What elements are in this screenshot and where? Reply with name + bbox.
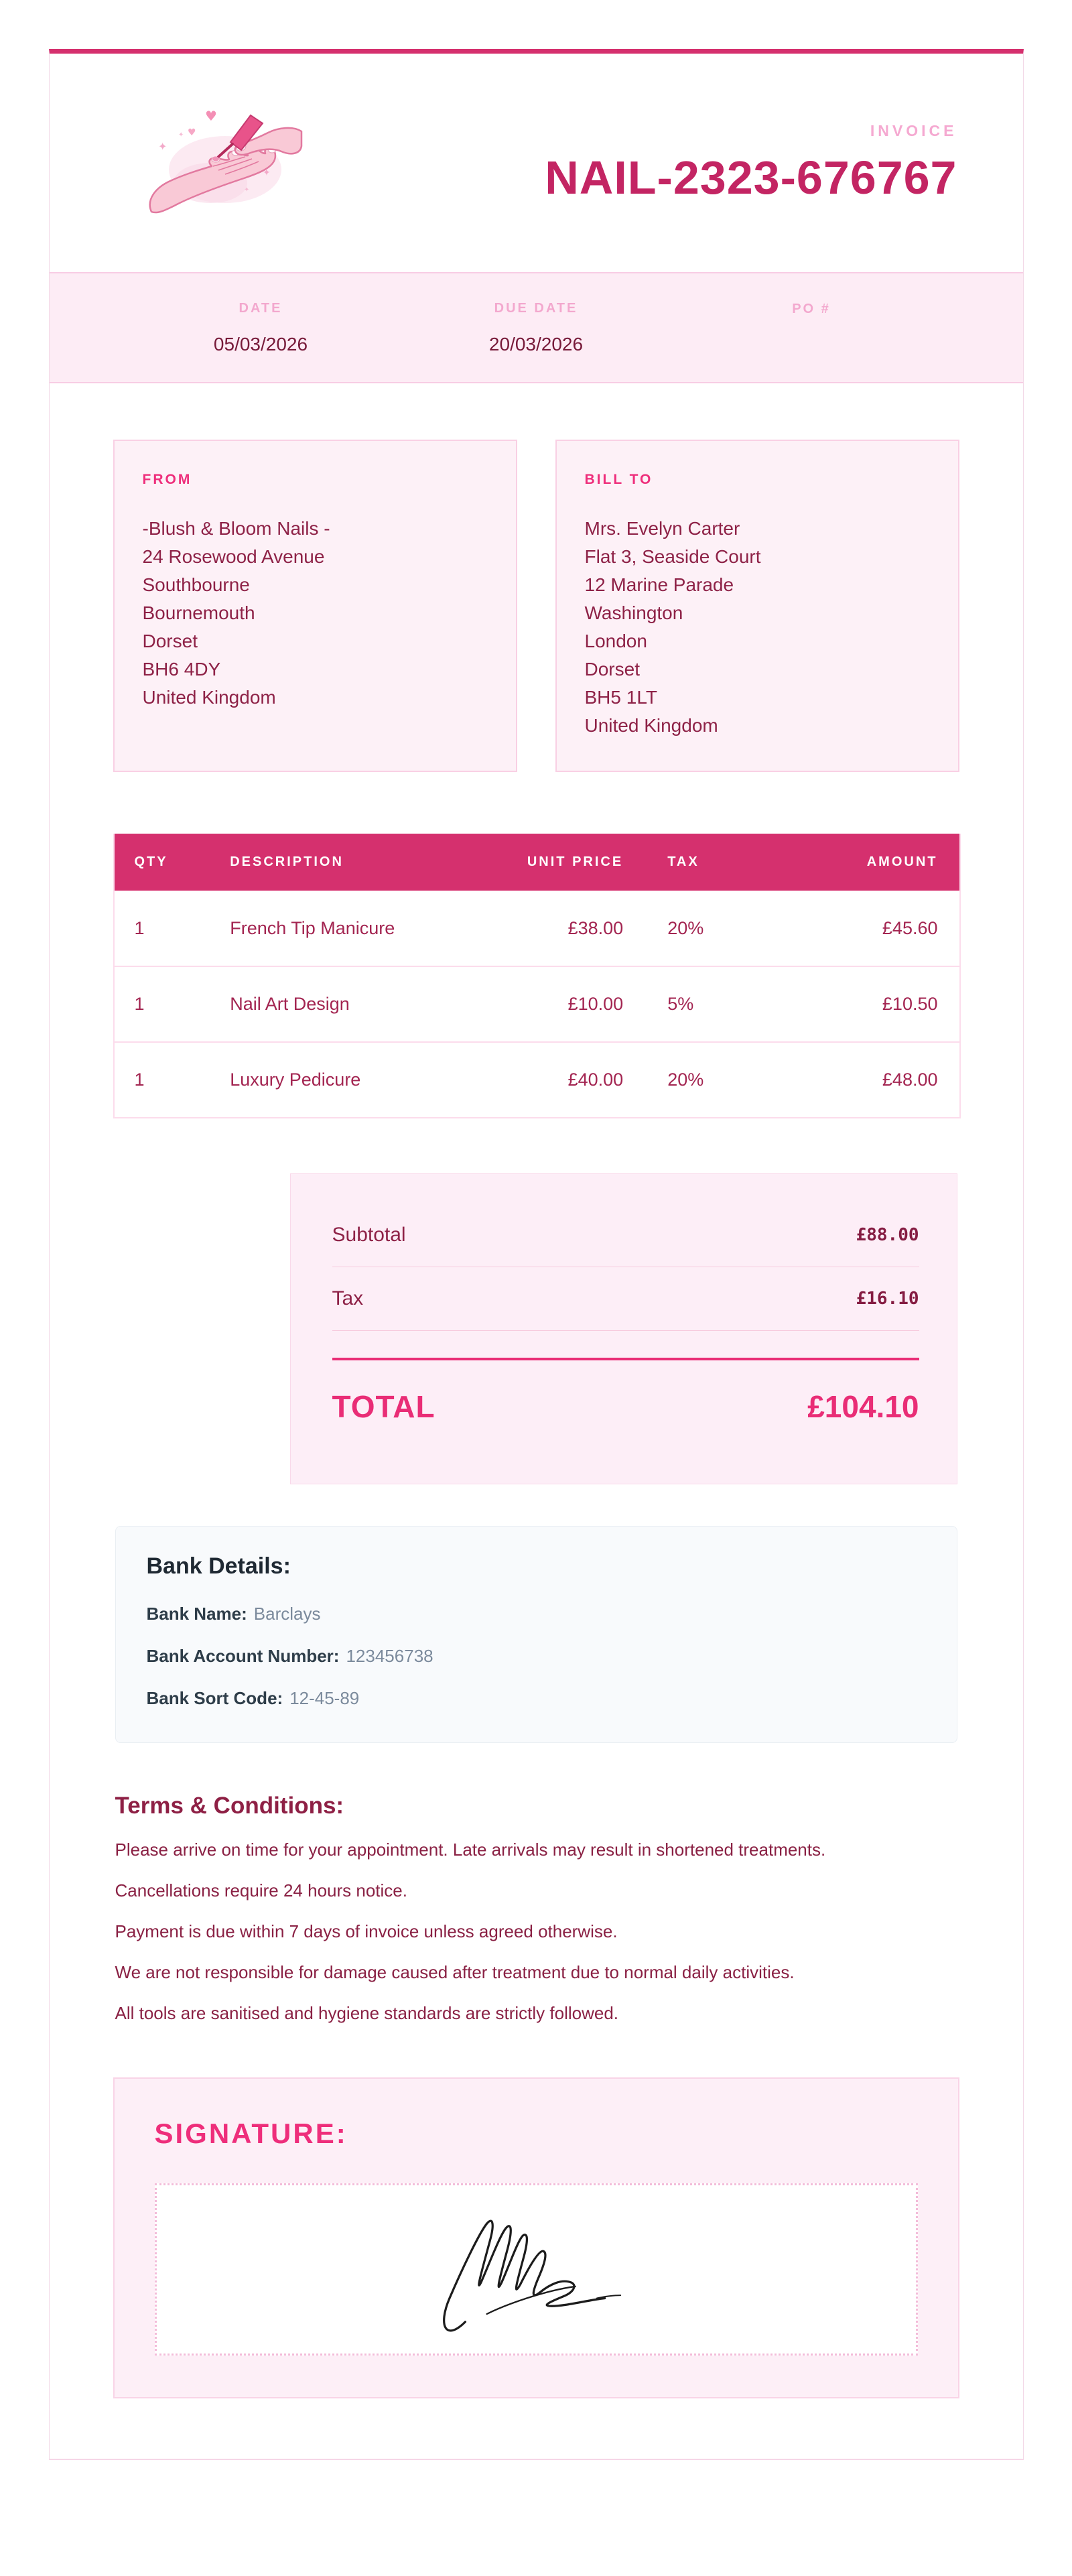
- svg-text:✦: ✦: [262, 168, 271, 178]
- item-qty: 1: [114, 1042, 230, 1118]
- invoice-label: INVOICE: [870, 121, 957, 139]
- from-label: FROM: [142, 472, 192, 487]
- meta-due-date: [399, 301, 674, 355]
- address-section: [113, 440, 959, 772]
- bank-name-value: Barclays: [253, 1604, 321, 1624]
- bank-sort-code-row: [147, 1688, 926, 1709]
- tax-label: Tax: [332, 1287, 364, 1309]
- signature-section: [113, 2077, 959, 2398]
- from-address: [143, 515, 488, 712]
- nail-salon-logo-icon: [143, 106, 304, 220]
- total-row: [332, 1389, 919, 1425]
- items-table-header-row: [114, 834, 960, 891]
- from-box: [113, 440, 517, 772]
- bank-account-label: Bank Account Number:: [146, 1646, 340, 1666]
- terms-line: We are not responsible for damage caused after treatment due to normal daily activities.: [115, 1962, 795, 1982]
- item-unit-price: £38.00: [511, 891, 643, 966]
- po-number-value: [674, 334, 949, 355]
- bill-to-line: Mrs. Evelyn Carter: [584, 518, 740, 539]
- bill-to-line: Flat 3, Seaside Court: [584, 546, 761, 567]
- terms-section: [115, 1793, 957, 2024]
- from-line: Bournemouth: [142, 602, 255, 623]
- svg-text:♥: ♥: [187, 127, 196, 138]
- tax-header: TAX: [643, 834, 799, 891]
- items-table: [113, 834, 961, 1118]
- total-value: £104.10: [807, 1389, 919, 1424]
- bank-name-row: [147, 1604, 926, 1624]
- from-line: 24 Rosewood Avenue: [142, 546, 325, 567]
- subtotal-label: Subtotal: [332, 1224, 406, 1246]
- bill-to-label: BILL TO: [584, 472, 653, 487]
- table-row: [114, 891, 960, 966]
- meta-date: [123, 301, 399, 355]
- bill-to-box: [555, 440, 959, 772]
- invoice-card: [49, 49, 1024, 2460]
- unit-price-header: UNIT PRICE: [511, 834, 643, 891]
- item-description: French Tip Manicure: [230, 891, 511, 966]
- item-tax: 5%: [643, 966, 799, 1042]
- terms-line: Cancellations require 24 hours notice.: [115, 1880, 407, 1901]
- table-row: [114, 966, 960, 1042]
- terms-line: Please arrive on time for your appointment. Late arrivals may result in shortened treatments.: [115, 1840, 826, 1860]
- svg-text:✦: ✦: [178, 131, 184, 139]
- terms-title: Terms & Conditions:: [115, 1793, 344, 1819]
- terms-line: All tools are sanitised and hygiene standards are strictly followed.: [115, 2003, 619, 2023]
- svg-text:✦: ✦: [157, 140, 167, 153]
- from-line: United Kingdom: [142, 687, 276, 708]
- due-date-value: 20/03/2026: [488, 333, 584, 355]
- bill-to-line: Dorset: [584, 659, 640, 680]
- totals-divider: [332, 1330, 919, 1331]
- item-amount: £48.00: [799, 1042, 960, 1118]
- date-label: DATE: [239, 300, 283, 316]
- from-line: -Blush & Bloom Nails -: [142, 518, 330, 539]
- date-value: 05/03/2026: [213, 333, 308, 355]
- from-line: Southbourne: [142, 574, 250, 595]
- bank-sort-code-value: 12-45-89: [289, 1688, 360, 1708]
- tax-row: [332, 1287, 919, 1310]
- bank-account-row: [147, 1646, 926, 1667]
- signature-scribble: [425, 2196, 647, 2343]
- meta-band: [50, 272, 1023, 383]
- bank-details-title: Bank Details:: [146, 1553, 291, 1579]
- bill-to-address: [585, 515, 930, 740]
- item-qty: 1: [114, 966, 230, 1042]
- total-label: TOTAL: [332, 1389, 436, 1424]
- item-qty: 1: [114, 891, 230, 966]
- subtotal-row: [332, 1224, 919, 1246]
- bank-sort-code-label: Bank Sort Code:: [146, 1688, 283, 1708]
- meta-po-number: [674, 302, 949, 355]
- total-divider-thick: [332, 1358, 919, 1360]
- bill-to-line: Washington: [584, 602, 683, 623]
- bank-account-value: 123456738: [346, 1646, 433, 1666]
- item-amount: £45.60: [799, 891, 960, 966]
- terms-line: Payment is due within 7 days of invoice unless agreed otherwise.: [115, 1921, 618, 1941]
- bank-details-box: [115, 1526, 957, 1743]
- tax-value: £16.10: [856, 1289, 919, 1309]
- item-unit-price: £40.00: [511, 1042, 643, 1118]
- table-row: [114, 1042, 960, 1118]
- invoice-header: [50, 54, 1023, 220]
- svg-text:♥: ♥: [204, 108, 217, 124]
- item-tax: 20%: [643, 891, 799, 966]
- due-date-label: DUE DATE: [494, 300, 578, 316]
- item-description: Luxury Pedicure: [230, 1042, 511, 1118]
- svg-text:✦: ✦: [243, 186, 249, 194]
- subtotal-value: £88.00: [856, 1225, 919, 1245]
- bank-name-label: Bank Name:: [146, 1604, 247, 1624]
- po-number-label: PO #: [792, 301, 831, 316]
- bill-to-line: London: [584, 631, 647, 651]
- totals-box: [290, 1173, 957, 1484]
- bill-to-line: BH5 1LT: [584, 687, 657, 708]
- amount-header: AMOUNT: [799, 834, 960, 891]
- description-header: DESCRIPTION: [230, 834, 511, 891]
- bank-details-rows: [147, 1604, 926, 1709]
- item-tax: 20%: [643, 1042, 799, 1118]
- bill-to-line: United Kingdom: [584, 715, 718, 736]
- bill-to-line: 12 Marine Parade: [584, 574, 734, 595]
- from-line: Dorset: [142, 631, 198, 651]
- signature-pad: [155, 2183, 918, 2356]
- item-amount: £10.50: [799, 966, 960, 1042]
- signature-label: SIGNATURE:: [154, 2118, 348, 2149]
- invoice-number: NAIL-2323-676767: [545, 151, 957, 204]
- header-right: [545, 122, 957, 204]
- from-line: BH6 4DY: [142, 659, 221, 680]
- qty-header: QTY: [114, 834, 230, 891]
- item-description: Nail Art Design: [230, 966, 511, 1042]
- item-unit-price: £10.00: [511, 966, 643, 1042]
